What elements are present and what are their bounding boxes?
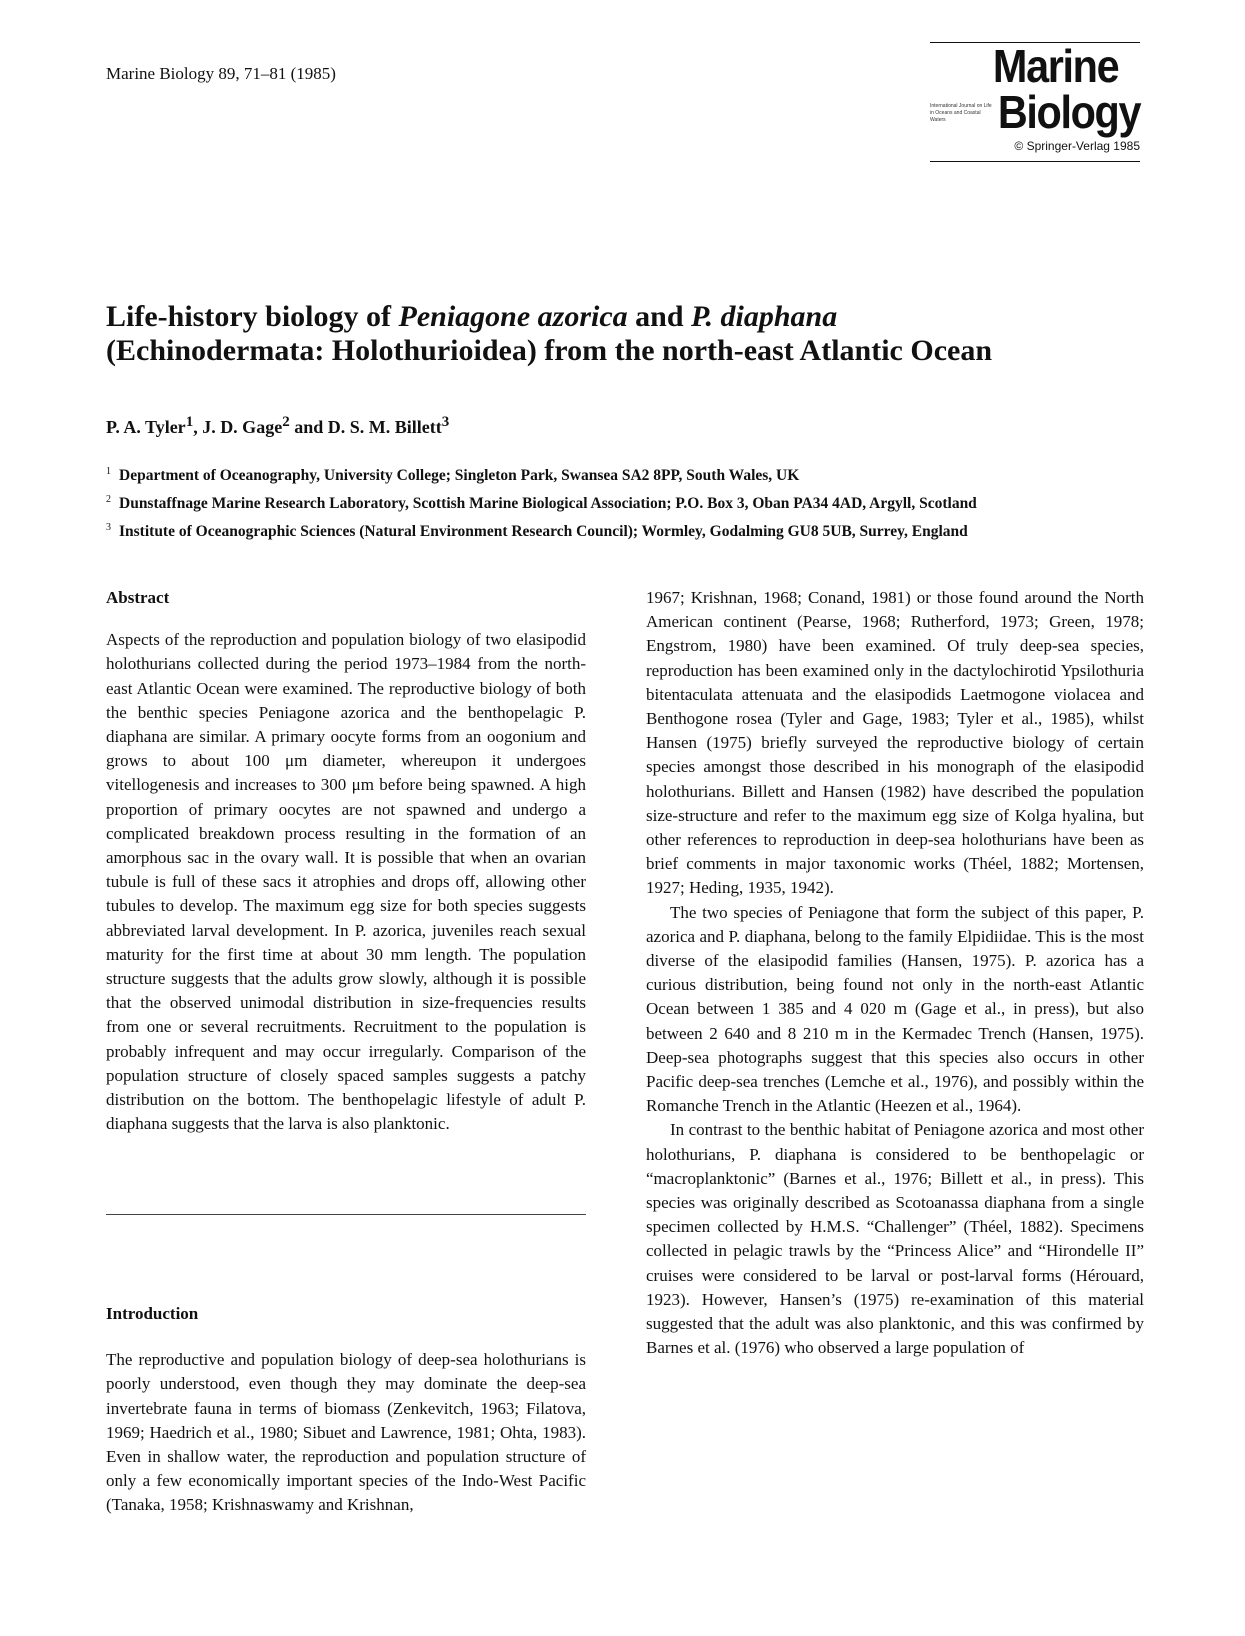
- title-line-2: (Echinodermata: Holothurioidea) from the north-east Atlantic Ocean: [106, 334, 993, 367]
- journal-reference: Marine Biology 89, 71–81 (1985): [106, 64, 336, 83]
- author-separator: and: [289, 417, 328, 437]
- intro-paragraph-continued: 1967; Krishnan, 1968; Conand, 1981) or those found around the North American continent (Pearse, 1968; Rutherford, 1973; Green, 1978; Engstrom, 1980) have been examined. Of truly deep-sea species, reproduction has been examined only in the dactylochirotid Ypsilothuria bitentaculata attenuata and the elasipodids Laetmogone violacea and Benthogone rosea (Tyler and Gage, 1983; Tyler et al., 1985), whilst Hansen (1975) briefly surveyed the reproductive biology of certain species amongst those described in his monograph of the elasipodid holothurians. Billett and Hansen (1982) have described the population size-structure and refer to the maximum egg size of Kolga hyalina, but other references to reproduction in deep-sea holothurians have been as brief comments in major taxonomic works (Théel, 1882; Mortensen, 1927; Heding, 1935, 1942).: [646, 588, 1144, 898]
- affiliation-2: [106, 494, 977, 513]
- right-column: [646, 586, 1144, 1361]
- affiliation-text: Institute of Oceanographic Sciences (Natural Environment Research Council); Wormley, Godalming GU8 5UB, Surrey, England: [119, 523, 968, 541]
- abstract-text: Aspects of the reproduction and population biology of two elasipodid holothurians collected during the period 1973–1984 from the north-east Atlantic Ocean were examined. The reproductive biology of both the benthic species Peniagone azorica and the benthopelagic P. diaphana are similar. A primary oocyte forms from an oogonium and grows to about 100 μm diameter, whereupon it undergoes vitellogenesis and increases to 300 μm before being spawned. A high proportion of primary oocytes are not spawned and undergo a complicated breakdown process resulting in the formation of an amorphous sac in the ovary wall. It is possible that when an ovarian tubule is full of these sacs it atrophies and drops off, allowing other tubules to develop. The maximum egg size for both species suggests abbreviated larval development. In P. azorica, juveniles reach sexual maturity for the first time at about 30 mm length. The population structure suggests that the adults grow slowly, although it is possible that the observed unimodal distribution in size-frequencies results from one or several recruitments. Recruitment to the population is probably infrequent and may occur irregularly. Comparison of the population structure of closely spaced samples suggests a patchy distribution on the bottom. The benthopelagic lifestyle of adult P. diaphana suggests that the larva is also planktonic.: [106, 630, 586, 1134]
- logo-bottom-rule: [930, 161, 1140, 162]
- left-column: [106, 586, 586, 1136]
- affiliation-number: 3: [106, 522, 111, 533]
- journal-logo: [930, 42, 1140, 155]
- affiliation-number: 1: [106, 466, 111, 477]
- introduction-heading: Introduction: [106, 1304, 199, 1323]
- intro-paragraph-peniagone: The two species of Peniagone that form the subject of this paper, P. azorica and P. diaphana, belong to the family Elpidiidae. This is the most diverse of the elasipodid families (Hansen, 1975). P. azorica has a curious distribution, being found not only in the north-east Atlantic Ocean between 1 385 and 4 020 m (Gage et al., in press), but also between 2 640 and 8 210 m in the Kermadec Trench (Hansen, 1975). Deep-sea photographs suggest that this species also occurs in other Pacific deep-sea trenches (Lemche et al., 1976), and possibly within the Romanche Trench in the Atlantic (Heezen et al., 1964).: [646, 902, 1144, 1116]
- title-part: Life-history biology of: [106, 300, 399, 333]
- author-name: P. A. Tyler: [106, 417, 186, 437]
- logo-tagline: International Journal on Life in Oceans and Coastal Waters: [930, 103, 992, 123]
- copyright-notice: © Springer-Verlag 1985: [1014, 139, 1140, 153]
- logo-word-marine: Marine: [992, 40, 1118, 92]
- title-species-1: Peniagone azorica: [398, 300, 628, 333]
- author-affil-mark: 3: [441, 414, 450, 430]
- logo-word-biology: Biology: [997, 86, 1140, 138]
- author-separator: ,: [193, 417, 203, 437]
- title-species-2: P. diaphana: [691, 300, 838, 333]
- author-name: J. D. Gage: [202, 417, 283, 437]
- intro-paragraph-diaphana: In contrast to the benthic habitat of Peniagone azorica and most other holothurians, P. diaphana is considered to be benthopelagic or “macroplanktonic” (Barnes et al., 1976; Billett et al., in press). This species was originally described as Scotoanassa diaphana from a single specimen collected by H.M.S. “Challenger” (Théel, 1882). Specimens collected in pelagic trawls by the “Princess Alice” and “Hirondelle II” cruises were considered to be larval or post-larval forms (Hérouard, 1923). However, Hansen’s (1975) re-examination of this material suggested that the adult was also planktonic, and this was confirmed by Barnes et al. (1976) who observed a large population of: [646, 1120, 1144, 1358]
- affiliation-3: [106, 522, 968, 541]
- affiliation-text: Department of Oceanography, University College; Singleton Park, Swansea SA2 8PP, South Wales, UK: [119, 467, 800, 485]
- author-affil-mark: 2: [282, 414, 290, 430]
- introduction-section: [106, 1302, 586, 1518]
- section-divider: [106, 1214, 586, 1215]
- affiliation-1: [106, 466, 799, 485]
- author-list: [106, 414, 449, 438]
- introduction-paragraph: The reproductive and population biology of deep-sea holothurians is poorly understood, even though they may dominate the deep-sea invertebrate fauna in terms of biomass (Zenkevitch, 1963; Filatova, 1969; Haedrich et al., 1980; Sibuet and Lawrence, 1981; Ohta, 1983). Even in shallow water, the reproduction and population structure of only a few economically important species of the Indo-West Pacific (Tanaka, 1958; Krishnaswamy and Krishnan,: [106, 1350, 586, 1515]
- abstract-heading: Abstract: [106, 588, 170, 607]
- article-title: [106, 300, 1106, 368]
- author-affil-mark: 1: [185, 414, 194, 430]
- title-part: and: [627, 300, 692, 333]
- affiliation-text: Dunstaffnage Marine Research Laboratory, Scottish Marine Biological Association; P.O. Box 3, Oban PA34 4AD, Argyll, Scotland: [119, 495, 977, 513]
- affiliation-number: 2: [106, 494, 111, 505]
- author-name: D. S. M. Billett: [327, 417, 442, 437]
